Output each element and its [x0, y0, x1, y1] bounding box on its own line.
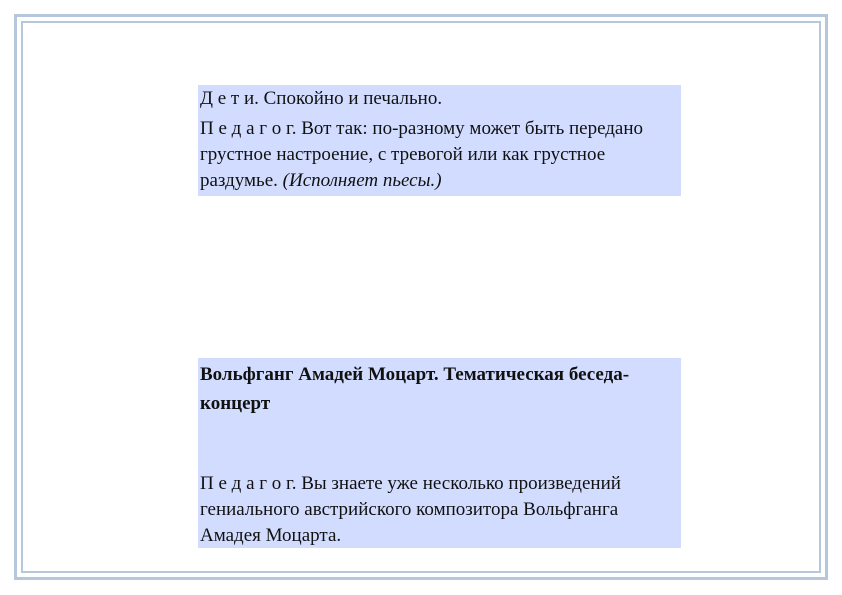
- speaker-children: Д е т и.: [200, 88, 259, 109]
- mozart-text-block: [198, 358, 681, 548]
- teacher-line-text: Вот так: по-разному может быть передано грустное настроение, с тревогой или как грустное раздумье.: [200, 118, 644, 191]
- teacher-intro-text: Вы знаете уже несколько произведений гениального австрийского композитора Вольфганга Амадея Моцарта.: [200, 473, 621, 546]
- dialogue-text-block: [198, 85, 681, 196]
- children-line: [200, 86, 679, 112]
- stage-direction: (Исполняет пьесы.): [282, 170, 442, 191]
- children-line-text: Спокойно и печально.: [258, 88, 443, 109]
- speaker-teacher: П е д а г о г.: [200, 118, 297, 139]
- teacher-intro-line: [200, 471, 679, 549]
- spacer: [200, 418, 679, 471]
- teacher-line: [200, 116, 679, 194]
- speaker-teacher-2: П е д а г о г.: [200, 473, 297, 494]
- section-title: Вольфганг Амадей Моцарт. Тематическая беседа-концерт: [200, 364, 630, 414]
